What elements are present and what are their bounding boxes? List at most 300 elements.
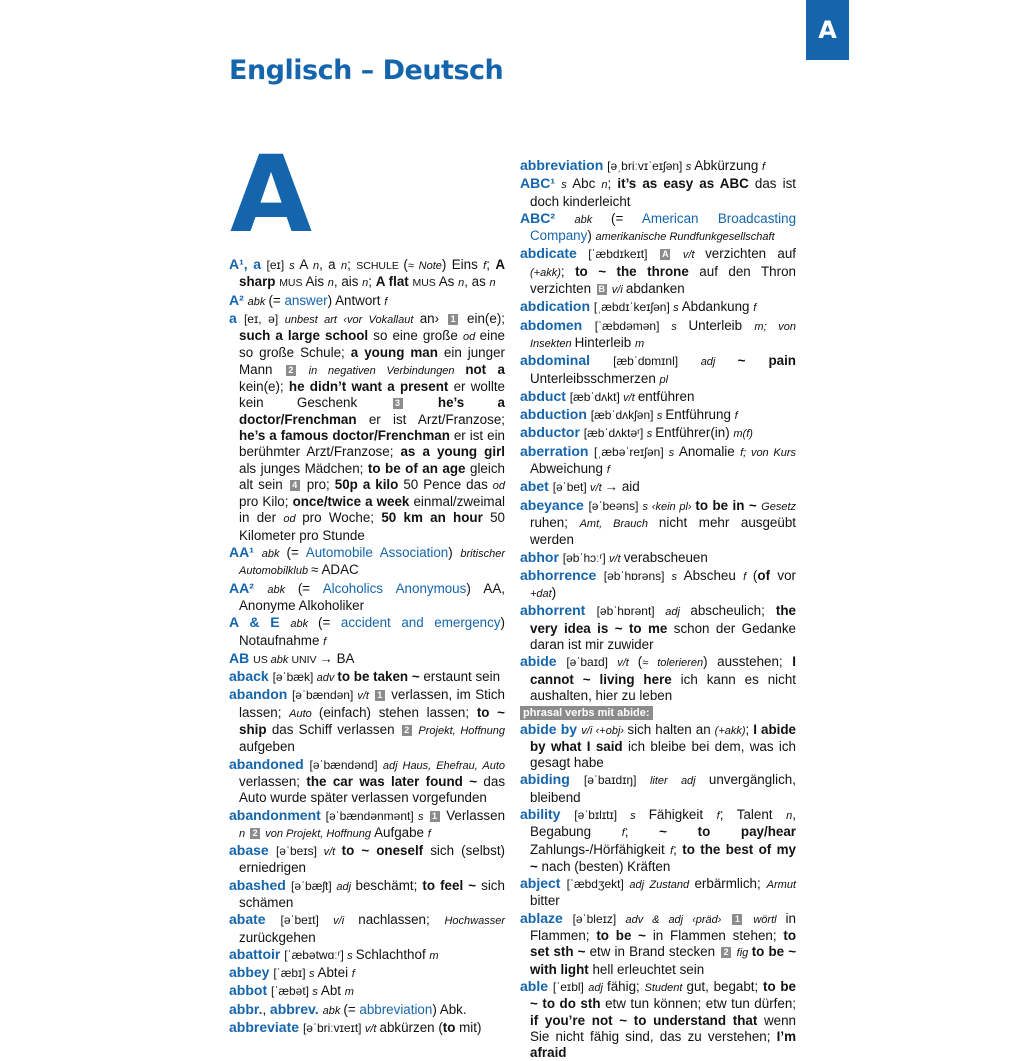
translation: , ais (333, 274, 363, 290)
phonetic: [əˈbaɪdɪŋ] (583, 773, 650, 788)
example: to be ~ to do sth (530, 978, 796, 1012)
phonetic: [ˌæbdɪˈkeɪʃən] (593, 300, 674, 315)
expansion: American Broadcasting Company (530, 210, 797, 244)
translation: erbärmlich; (694, 876, 767, 892)
dictionary-entry (520, 806, 796, 875)
example: if you’re not ~ to understand that (530, 1012, 764, 1028)
translation: verzichten auf (705, 246, 796, 262)
grammar-label: n (786, 809, 793, 822)
example: not a (465, 361, 505, 377)
phonetic: [æbˈdʌkt] (569, 389, 624, 404)
field-label: MUS (412, 277, 439, 290)
headword: abandon (229, 686, 292, 703)
headword: abhorrence (520, 566, 604, 583)
dictionary-entry (520, 424, 796, 442)
translation: abkürzen ( (379, 1020, 443, 1036)
grammar-label: abk (290, 618, 318, 631)
phonetic: [ˈeɪbl] (552, 979, 589, 994)
translation: pro Woche; (302, 510, 382, 526)
translation: Zahlungs-/Hörfähigkeit (530, 841, 671, 857)
sense-number: 2 (286, 365, 296, 376)
headword: abdominal (520, 352, 614, 369)
translation: ein junger Mann (239, 345, 505, 377)
translation: eine so große Schule; (239, 328, 505, 361)
translation: ; (347, 257, 357, 272)
headword: ablaze (520, 909, 573, 926)
translation: ) Notaufnahme (239, 615, 505, 648)
headword: abeyance (520, 496, 589, 513)
phonetic: [əˈbæk] (272, 670, 317, 685)
translation: Entführung (665, 407, 735, 423)
dictionary-entry (229, 1019, 505, 1037)
headword: abduction (520, 406, 591, 423)
example: to ~ ship (239, 704, 506, 738)
headword: ABC¹ (520, 175, 562, 192)
grammar-label: s (671, 570, 684, 583)
headword: aback (229, 668, 273, 685)
translation: Unterleibsschmerzen (530, 370, 660, 386)
dictionary-entry (229, 982, 505, 1000)
example: a young man (350, 345, 444, 361)
grammar-label: Amt, Brauch (579, 517, 659, 530)
example: to be of an age (367, 460, 470, 476)
dictionary-entry (520, 406, 796, 424)
grammar-label: adj Haus, Ehefrau, Auto (382, 759, 506, 772)
dictionary-entry (229, 310, 505, 544)
translation: pro Kilo; (239, 494, 293, 510)
dictionary-entry (520, 704, 796, 720)
grammar-label: n (601, 179, 608, 192)
translation: er ist Arzt/Franzose; (368, 411, 505, 427)
translation: nach (besten) Kräften (541, 858, 671, 874)
translation: verlassen, im Stich lassen; (239, 687, 505, 720)
phonetic: [æbˈdʌkʃən] (590, 408, 657, 423)
phonetic: [əˈbet] (552, 480, 591, 495)
dictionary-entry (229, 292, 505, 310)
phonetic: [ˈæbdʒekt] (566, 877, 630, 892)
translation: Anomalie (678, 443, 741, 459)
grammar-label: Gesetz (761, 500, 797, 513)
grammar-label: s (289, 260, 300, 272)
phonetic: [ˌæbəˈreɪʃən] (594, 444, 669, 459)
translation: ) ausstehen; (703, 654, 793, 670)
dictionary-entry (520, 245, 796, 298)
headword: abbreviation (520, 157, 608, 173)
grammar-label: von Projekt, Hoffnung (262, 827, 375, 840)
translation: abscheulich; (690, 603, 776, 619)
dictionary-entry (520, 497, 796, 549)
dictionary-entry (520, 602, 796, 653)
phonetic: [əˈbeɪt] (280, 913, 334, 928)
translation: ruhen; (530, 514, 580, 530)
grammar-label: ‹vor Vokallaut (343, 313, 420, 326)
translation: Unterleib (688, 317, 755, 333)
grammar-label: v/t (364, 1023, 380, 1036)
grammar-label: adj (588, 981, 607, 994)
translation: nicht mehr ausgeübt werden (530, 514, 796, 548)
translation: einmal/zweimal in der (239, 494, 505, 526)
grammar-label: n (239, 827, 249, 840)
grammar-label: abk (267, 583, 298, 596)
grammar-label: s (646, 428, 656, 441)
grammar-label: f (753, 302, 757, 315)
translation: ; (607, 176, 618, 192)
phonetic: [ˈæbətwɑːʳ] (284, 947, 348, 962)
translation: ein(e); (460, 310, 506, 326)
example: to ~ oneself (341, 843, 431, 859)
grammar-label: m(f) (733, 428, 753, 441)
phonetic: [ˈæbdəmən] (594, 318, 672, 333)
field-label: US (253, 653, 271, 666)
grammar-label: v/t (623, 391, 638, 404)
page-title: Englisch – Deutsch (229, 55, 504, 86)
translation: Fähigkeit (648, 806, 717, 822)
headword: abandonment (229, 806, 326, 823)
headword: abiding (520, 771, 584, 788)
grammar-label: +dat (530, 588, 552, 601)
sense-number: 1 (430, 811, 440, 822)
translation: ( (403, 257, 408, 272)
example: he’s a doctor/Frenchman (239, 395, 506, 427)
translation: ≈ ADAC (311, 562, 359, 578)
grammar-label: s (673, 302, 682, 315)
phonetic: [əbˈhɔːʳ] (562, 550, 610, 565)
phonetic: [əˈbændənmənt] (325, 808, 418, 823)
dictionary-entry (520, 771, 796, 806)
grammar-label: f (716, 809, 720, 822)
expansion: accident and emergency (340, 615, 501, 631)
example: once/twice a week (292, 494, 414, 510)
phonetic: [əˈbleɪz] (572, 911, 626, 926)
translation: vor (777, 567, 796, 583)
dictionary-entry (229, 842, 505, 877)
phonetic: [əˈbeəns] (588, 498, 643, 513)
grammar-label: fig (733, 947, 752, 960)
translation: (= (297, 580, 323, 596)
dictionary-entry (229, 650, 505, 668)
example: of (757, 567, 778, 583)
grammar-label: pl (659, 373, 669, 386)
grammar-label: adj (665, 606, 691, 619)
grammar-label: britischer Automobilklub (239, 548, 506, 578)
translation: ; (745, 721, 754, 737)
translation: in Flammen; (530, 910, 796, 944)
example: the car was later found ~ (306, 773, 484, 789)
translation: (einfach) stehen lassen; (318, 704, 477, 720)
phonetic: [əbˈhɒrəns] (603, 568, 672, 583)
dictionary-entry (229, 544, 505, 580)
translation: schon der Gedanke daran ist mir zuwider (530, 620, 797, 653)
dictionary-entry (229, 946, 505, 964)
grammar-label: s (671, 320, 689, 333)
grammar-label: f (483, 260, 487, 272)
translation: Schlachthof (355, 946, 430, 962)
example: to be ~ with light (530, 944, 797, 977)
translation: , as (464, 274, 490, 290)
translation: ich kann es nicht aushalten, hier zu leben (530, 671, 796, 703)
grammar-label: f (743, 570, 753, 583)
dictionary-entry (229, 807, 505, 843)
dictionary-column-left (229, 256, 505, 1037)
grammar-label: n (458, 277, 465, 290)
translation: ; Talent (719, 806, 787, 822)
example: to the best of my ~ (530, 841, 796, 874)
headword: abdication (520, 298, 594, 315)
grammar-label: v/t (672, 249, 706, 262)
grammar-label: (+akk) (530, 266, 561, 279)
translation: ) Antwort (327, 292, 385, 308)
headword: a (229, 309, 244, 326)
headword: able (520, 977, 553, 994)
dictionary-entry (229, 877, 505, 912)
grammar-label: f (734, 410, 738, 423)
grammar-label: s (656, 410, 666, 423)
translation: abdanken (625, 281, 685, 297)
example: ~ to pay/hear (659, 824, 796, 840)
section-letter: A (230, 133, 313, 256)
grammar-label: adv (316, 672, 338, 685)
grammar-label: ≈ Note (407, 260, 442, 272)
headword: A & E (229, 614, 291, 631)
translation: ; (624, 824, 660, 840)
grammar-label: n (327, 277, 334, 290)
example: to ~ the throne (575, 263, 700, 279)
translation: ( (637, 654, 643, 670)
grammar-label: unbest art (284, 313, 344, 326)
headword: abdomen (520, 316, 595, 333)
translation: kein(e); (239, 379, 289, 395)
grammar-label: Hochwasser (444, 915, 505, 928)
translation: Abt (320, 983, 345, 999)
translation: , Begabung (530, 806, 796, 840)
grammar-label: n (341, 260, 348, 272)
grammar-label: wörtl (744, 913, 786, 926)
grammar-label: Projekt, Hoffnung (413, 725, 505, 738)
dictionary-entry (520, 443, 796, 479)
grammar-label: f (606, 464, 610, 477)
translation: nachlassen; (358, 912, 445, 928)
translation: ) (587, 228, 596, 244)
headword: abbrev. (269, 1000, 323, 1017)
example: to be ~ (596, 928, 653, 944)
sense-number: 1 (732, 914, 742, 925)
translation: Abtei (317, 965, 352, 981)
translation: (= (318, 615, 341, 631)
grammar-label: s (308, 968, 318, 981)
headword: abase (229, 842, 276, 859)
translation: ) AA, Anonyme Alkoholiker (239, 580, 505, 613)
translation: ich bleibe bei dem, was ich gesagt habe (530, 738, 797, 771)
translation: Hinterleib (574, 334, 635, 350)
translation: 50 Kilometer pro Stunde (239, 510, 505, 543)
translation: hell erleuchtet sein (592, 961, 705, 977)
headword: abhorrent (520, 602, 597, 619)
phonetic: [æbˈdʌktəʳ] (583, 426, 647, 441)
grammar-label: f (762, 161, 766, 173)
translation: das ist doch kinderleicht (530, 176, 796, 209)
translation: das Schiff verlassen (271, 722, 400, 738)
translation: so eine große (373, 328, 463, 344)
translation: gut, begabt; (686, 978, 763, 994)
letter-tab: A (806, 0, 849, 60)
grammar-label: m (429, 949, 439, 962)
translation: → aid (604, 479, 640, 495)
dictionary-entry (229, 580, 505, 615)
phonetic: [əˈbeɪs] (275, 844, 324, 859)
translation: sich schämen (239, 877, 505, 910)
grammar-label: s (630, 809, 649, 822)
expansion: abbreviation (359, 1001, 433, 1017)
dictionary-entry (229, 614, 505, 650)
translation: er ist ein berühmter Arzt/Franzose; (239, 427, 505, 460)
translation: zurückgehen (239, 929, 316, 945)
phonetic: [əˈbɪlɪtɪ] (574, 807, 631, 822)
translation: das Auto wurde später verlassen vorgefunden (239, 773, 506, 806)
phonetic: [ˈæbɪ] (273, 966, 309, 981)
grammar-label: s (312, 986, 321, 999)
example: A flat (375, 274, 413, 290)
dictionary-entry (520, 298, 796, 316)
translation: beschämt; (355, 877, 423, 893)
translation: Entführer(in) (655, 425, 734, 441)
phonetic: [əˈbændən] (291, 688, 358, 703)
grammar-label: s (561, 179, 573, 192)
translation: ; (560, 263, 576, 279)
grammar-label: amerikanische Rundfunkgesellschaft (595, 231, 775, 244)
grammar-label: s (347, 949, 356, 962)
translation: , (262, 1001, 270, 1017)
grammar-label: v/t (357, 690, 373, 703)
grammar-label: f (384, 295, 388, 308)
headword: A² (229, 291, 248, 308)
sense-number: 3 (393, 398, 403, 409)
translation: an› (419, 310, 447, 326)
example: A sharp (239, 257, 505, 290)
grammar-label: adj Zustand (629, 879, 695, 892)
grammar-label: in negativen Verbindungen (297, 364, 466, 377)
dictionary-entry (520, 317, 796, 353)
grammar-label: v/i ‹+obj› (581, 724, 628, 737)
dictionary-entry (520, 478, 796, 496)
grammar-label: v/t (609, 552, 624, 565)
translation: Aufgabe (374, 824, 428, 840)
headword: abject (520, 875, 567, 892)
dictionary-entry (229, 668, 505, 686)
grammar-label: od (492, 479, 506, 492)
phonetic: [əˈbæʃt] (291, 878, 337, 893)
translation: ) (448, 545, 461, 561)
grammar-label: m (634, 337, 645, 350)
translation: ; (368, 274, 376, 290)
sub-headword: abide by (520, 720, 582, 737)
example: to be taken ~ (337, 669, 424, 685)
example: it’s as easy as ABC (617, 176, 755, 192)
grammar-label: m; von Insekten (530, 320, 797, 350)
grammar-label: n (312, 260, 320, 272)
grammar-label: v/t (323, 846, 342, 859)
sense-number: B (598, 284, 605, 295)
grammar-label: f (351, 968, 355, 981)
translation: fähig; (607, 978, 645, 994)
translation: pro; (301, 476, 335, 492)
grammar-label: s (668, 446, 679, 459)
translation: A (299, 257, 313, 272)
translation: ; (486, 257, 496, 272)
dictionary-entry (520, 210, 796, 246)
headword: abhor (520, 548, 563, 565)
headword: AA¹ (229, 544, 262, 561)
grammar-label: s (685, 161, 695, 173)
translation: ) (551, 585, 557, 601)
translation: Abdankung (681, 299, 754, 315)
translation: As (438, 274, 459, 290)
sense-number: 2 (250, 828, 260, 839)
dictionary-entry (520, 910, 796, 978)
phonetic: [æbˈdɒmɪnl] (613, 354, 701, 369)
headword: ABC² (520, 209, 575, 226)
headword: A¹, a (229, 256, 267, 272)
translation: → BA (319, 650, 355, 666)
dictionary-entry (520, 875, 796, 910)
dictionary-entry (520, 978, 796, 1061)
phonetic: [ˈæbdɪkeɪt] (588, 247, 659, 262)
grammar-label: Armut (766, 879, 797, 892)
grammar-label: v/i (333, 915, 359, 928)
translation: verlassen; (239, 773, 307, 789)
translation: etw in Brand stecken (589, 944, 720, 960)
grammar-label: od (462, 331, 480, 344)
headword: abbr. (229, 1000, 263, 1017)
grammar-label: abk (261, 548, 287, 561)
headword: aberration (520, 442, 595, 459)
translation: Abscheu (683, 567, 744, 583)
translation: ) Abk. (432, 1001, 467, 1017)
sense-number: 1 (375, 690, 385, 701)
headword: AA² (229, 579, 268, 596)
grammar-label: abk (247, 295, 269, 308)
dictionary-entry (229, 964, 505, 982)
translation: erstaunt sein (423, 669, 501, 685)
phonetic: [ˈæbət] (271, 984, 313, 999)
sense-number: 2 (721, 947, 731, 958)
grammar-label: adv & adj ‹präd› (625, 913, 731, 926)
phonetic: [eɪ] (266, 258, 290, 272)
phonetic: [əbˈhɒrənt] (596, 604, 666, 619)
translation: ) Eins (441, 257, 484, 272)
translation: , a (319, 257, 342, 272)
phonetic: [əˈbændənd] (309, 757, 383, 772)
headword: abbreviate (229, 1019, 303, 1036)
translation: gleich alt sein (239, 460, 505, 492)
phrasal-verb-label: phrasal verbs mit abide: (520, 706, 653, 720)
dictionary-entry (229, 911, 505, 946)
grammar-label: v/t (590, 482, 605, 495)
example: to set sth ~ (530, 928, 796, 960)
headword: abet (520, 478, 553, 495)
dictionary-entry (520, 388, 796, 406)
example: 50 km an hour (381, 510, 491, 526)
expansion: Alcoholics Anonymous (322, 580, 467, 596)
translation: sich halten an (627, 721, 715, 737)
phonetic: [eɪ, ə] (243, 311, 285, 326)
headword: abide (520, 653, 567, 670)
example: ~ pain (737, 353, 796, 369)
translation: entführen (637, 388, 695, 404)
translation: aufgeben (239, 739, 295, 755)
grammar-label: adj (336, 880, 356, 893)
expansion: Automobile Association (305, 545, 449, 561)
translation: 50 Pence das (403, 476, 493, 492)
